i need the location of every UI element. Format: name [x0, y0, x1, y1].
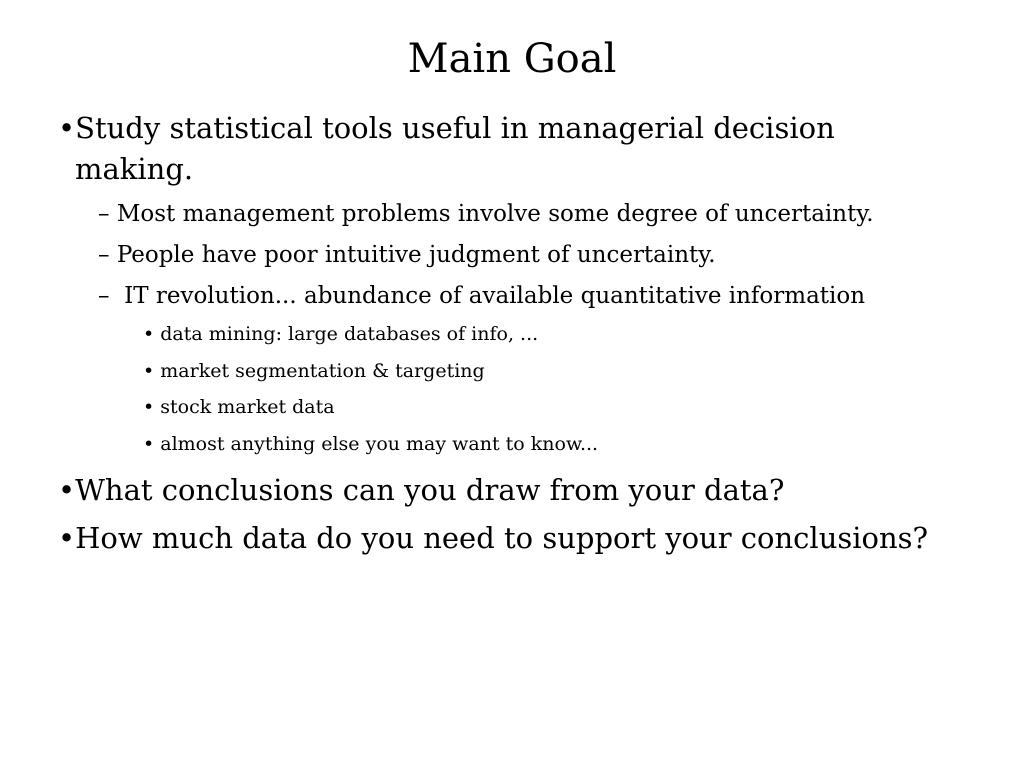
sub-item-2 [143, 357, 485, 385]
bullet-point-3-text: How much data do you need to support your conclusions? [75, 521, 929, 555]
sub-item-1 [143, 320, 538, 348]
dash-marker: – [98, 283, 110, 309]
subpoint-1-text: Most management problems involve some degree of uncertainty. [116, 201, 874, 227]
bullet-point-1 [58, 108, 835, 148]
bullet-marker: • [58, 473, 76, 507]
subpoint-2-text: People have poor intuitive judgment of uncertainty. [116, 242, 716, 268]
sub-item-3-text: stock market data [160, 396, 335, 418]
bullet-point-2-text: What conclusions can you draw from your data? [75, 473, 785, 507]
subpoint-3-text: IT revolution... abundance of available quantitative information [116, 283, 866, 309]
bullet-marker: • [143, 323, 155, 345]
dash-marker: – [98, 201, 110, 227]
bullet-marker: • [143, 396, 155, 418]
subpoint-1 [98, 198, 874, 230]
sub-item-4-text: almost anything else you may want to know... [160, 433, 599, 455]
bullet-point-1-text: Study statistical tools useful in managerial decision [75, 111, 835, 145]
sub-item-1-text: data mining: large databases of info, ... [160, 323, 539, 345]
slide-title: Main Goal [407, 36, 617, 82]
sub-item-4 [143, 430, 598, 458]
dash-marker: – [98, 242, 110, 268]
bullet-marker: • [58, 111, 76, 145]
bullet-marker: • [143, 433, 155, 455]
bullet-point-3 [58, 518, 928, 558]
bullet-point-2 [58, 470, 784, 510]
sub-item-2-text: market segmentation & targeting [160, 360, 485, 382]
subpoint-3 [98, 280, 865, 312]
bullet-marker: • [58, 521, 76, 555]
sub-item-3 [143, 393, 335, 421]
bullet-point-1-continuation: making. [75, 152, 194, 186]
bullet-marker: • [143, 360, 155, 382]
subpoint-2 [98, 239, 716, 271]
